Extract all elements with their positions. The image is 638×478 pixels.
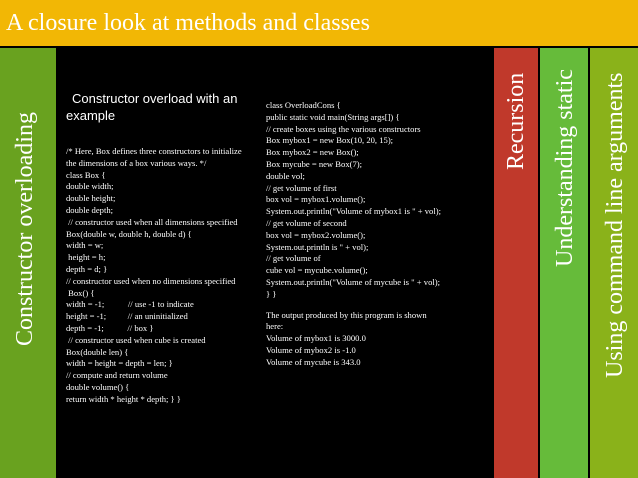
code-line: public static void main(String args[]) { (266, 111, 400, 122)
output-line: Volume of mybox1 is 3000.0 (266, 333, 366, 344)
code-line: width = height = depth = len; } (66, 358, 173, 369)
code-line: double height; (66, 193, 116, 204)
code-line: } } (266, 288, 277, 299)
output-intro: here: (266, 321, 284, 332)
code-line: width = -1; // use -1 to indicate (66, 299, 194, 310)
code-line: height = -1; // an uninitialized (66, 311, 188, 322)
code-line: Box(double len) { (66, 346, 129, 357)
tab-understanding-static[interactable] (540, 48, 588, 478)
code-line: // constructor used when cube is created (66, 334, 206, 345)
code-line: the dimensions of a box various ways. */ (66, 157, 207, 168)
spacer (266, 301, 492, 310)
section-heading (66, 90, 266, 124)
output-line: Volume of mybox2 is -1.0 (266, 344, 356, 355)
code-line: double volume() { (66, 381, 130, 392)
code-line: class Box { (66, 169, 106, 180)
code-line: // create boxes using the various constructors (266, 123, 421, 134)
code-line: class OverloadCons { (266, 100, 341, 110)
tab-recursion[interactable] (494, 48, 538, 478)
code-line: Box mybox2 = new Box(); (266, 147, 359, 158)
right-code-block (266, 100, 492, 369)
left-code-block (66, 146, 266, 406)
code-line: return width * height * depth; } } (66, 393, 181, 404)
tab-using-command-line-arguments[interactable] (590, 48, 638, 478)
code-line: width = w; (66, 240, 104, 251)
code-line: // constructor used when all dimensions specified (66, 216, 238, 227)
code-line: double vol; (266, 170, 305, 181)
section-heading-line: Constructor overload with an (72, 91, 238, 106)
tab-label: Recursion (503, 72, 529, 170)
code-line: // get volume of (266, 253, 321, 264)
tab-label: Constructor overloading (12, 112, 38, 346)
output-line: Volume of mycube is 343.0 (266, 356, 361, 367)
tab-label: Understanding static (552, 69, 578, 267)
code-line: // get volume of second (266, 217, 347, 228)
section-heading-line: example (66, 108, 116, 123)
page-title: A closure look at methods and classes (6, 10, 370, 36)
code-line: System.out.println("Volume of mybox1 is " + vol); (266, 206, 441, 217)
main-content (58, 48, 492, 478)
code-line: double width; (66, 181, 114, 192)
output-intro: The output produced by this program is shown (266, 309, 427, 320)
code-line: // compute and return volume (66, 370, 168, 381)
code-line: Box(double w, double h, double d) { (66, 228, 192, 239)
code-line: /* Here, Box defines three constructors to initialize (66, 146, 242, 156)
header-bar (0, 0, 638, 46)
code-line: double depth; (66, 204, 114, 215)
code-line: depth = d; } (66, 263, 108, 274)
code-line: cube vol = mycube.volume(); (266, 265, 368, 276)
code-line: Box mycube = new Box(7); (266, 158, 363, 169)
tab-label: Using command line arguments (602, 72, 628, 378)
tab-constructor-overloading[interactable] (0, 48, 56, 478)
code-line: System.out.println is " + vol); (266, 241, 369, 252)
code-line: Box mybox1 = new Box(10, 20, 15); (266, 135, 394, 146)
code-line: // get volume of first (266, 182, 337, 193)
code-line: box vol = mybox2.volume(); (266, 229, 366, 240)
code-line: height = h; (66, 252, 106, 263)
code-line: // constructor used when no dimensions specified (66, 275, 236, 286)
code-line: System.out.println("Volume of mycube is " + vol); (266, 276, 441, 287)
code-line: box vol = mybox1.volume(); (266, 194, 366, 205)
code-line: depth = -1; // box } (66, 322, 154, 333)
code-line: Box() { (66, 287, 95, 298)
